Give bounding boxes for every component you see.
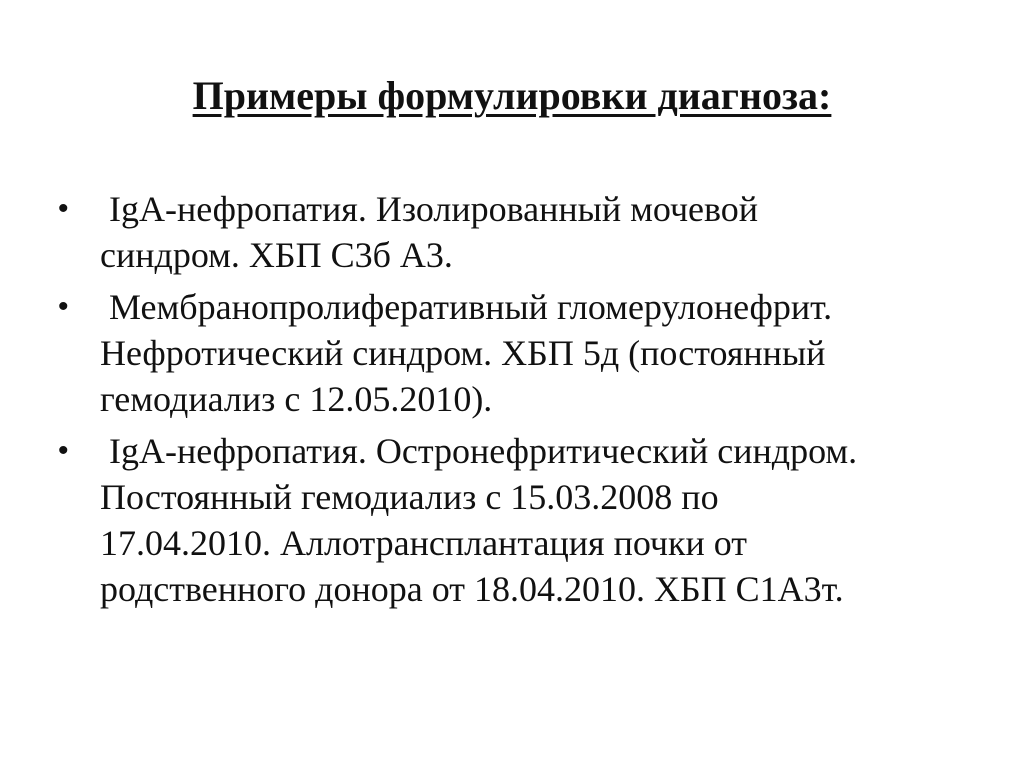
bullet-item-2 — [58, 284, 978, 422]
bullet-3-line-3: 17.04.2010. Аллотрансплантация почки от — [100, 523, 748, 563]
slide-title — [0, 72, 1024, 120]
bullet-3-line-4: родственного донора от 18.04.2010. ХБП С1А3т. — [100, 569, 844, 609]
bullet-2-line-3: гемодиализ с 12.05.2010). — [100, 379, 493, 419]
bullet-icon: • — [58, 434, 69, 467]
bullet-2-line-1: Мембранопролиферативный гломерулонефрит. — [100, 287, 833, 327]
bullet-1-line-1: IgA-нефропатия. Изолированный мочевой — [100, 189, 759, 229]
bullet-3-line-1: IgA-нефропатия. Остронефритический синдром. — [100, 431, 858, 471]
bullet-icon: • — [58, 290, 69, 323]
bullet-list — [58, 186, 978, 618]
bullet-2-line-2: Нефротический синдром. ХБП 5д (постоянный — [100, 333, 826, 373]
bullet-1-line-2: синдром. ХБП С3б А3. — [100, 235, 453, 275]
bullet-item-1 — [58, 186, 978, 278]
bullet-icon: • — [58, 192, 69, 225]
slide-title-text: Примеры формулировки диагноза: — [192, 73, 832, 118]
bullet-3-line-2: Постоянный гемодиализ с 15.03.2008 по — [100, 477, 719, 517]
bullet-item-3 — [58, 428, 978, 612]
